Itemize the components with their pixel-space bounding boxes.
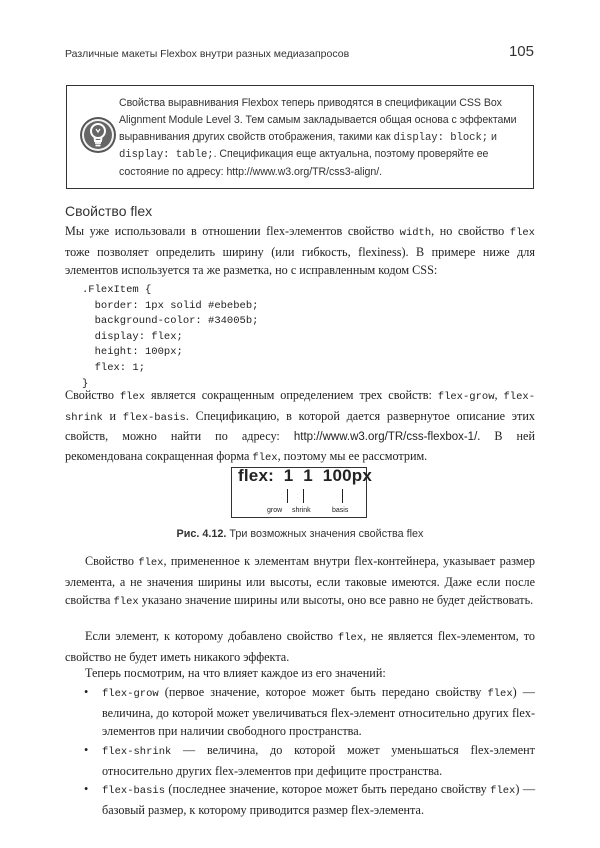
- inline-code: flex-grow: [102, 688, 159, 700]
- code-line: flex: 1;: [82, 361, 146, 374]
- note-code: display: table;: [119, 149, 214, 162]
- figure-divider: [287, 489, 288, 503]
- page-header: [65, 43, 534, 62]
- bullet-dot: •: [84, 685, 89, 699]
- note-code: display: block;: [393, 131, 489, 144]
- paragraph: Свойство flex, примененное к элементам внутри flex-контейнера, указывает размер элемента, а не значения ширины или высоты, если таковые имеются. Даже если после свойства flex указано значение ширины или высоты, оно все равно не будет действовать.: [65, 554, 535, 609]
- note-url[interactable]: http://www.w3.org/TR/css3-align/: [226, 166, 380, 179]
- running-title: Различные макеты Flexbox внутри разных медиазапросов: [65, 48, 350, 60]
- spec-url[interactable]: http://www.w3.org/TR/css-flexbox-1/: [293, 431, 478, 444]
- code-line: display: flex;: [82, 330, 183, 343]
- section-heading: Свойство flex: [65, 203, 153, 219]
- caption-label: Рис. 4.12.: [176, 528, 227, 540]
- inline-code: flex: [490, 785, 516, 797]
- inline-code: flex: [119, 391, 146, 403]
- inline-code: flex-shrink: [65, 391, 535, 424]
- figure-label-shrink: shrink: [292, 507, 311, 514]
- figure-divider: [303, 489, 304, 503]
- note-text-d: .: [379, 166, 382, 179]
- bullet-dot: •: [84, 743, 89, 757]
- bullet-dot: •: [84, 782, 89, 796]
- caption-text: Три возможных значения свойства flex: [226, 528, 424, 540]
- inline-code: flex: [337, 632, 364, 644]
- note-text-c: . Спецификация еще актуальна, поэтому проверяйте ее состояние по адресу:: [119, 148, 489, 179]
- paragraph: Если элемент, к которому добавлено свойство flex, не является flex-элементом, то свойство не будет иметь никакого эффекта.: [65, 629, 535, 664]
- note-box: [66, 85, 534, 189]
- paragraph: Мы уже использовали в отношении flex-элементов свойство width, но свойство flex тоже позволяет определить ширину (или гибкость, flexiness). В примере ниже для элементов используется та же разметка, но с исправленным кодом CSS:: [65, 224, 535, 278]
- page-number: 105: [508, 43, 534, 60]
- figure-divider: [342, 489, 343, 503]
- note-text-a: Свойства выравнивания Flexbox теперь приводятся в спецификации CSS Box Alignment Module Level 3. Тем самым закладывается общая основа с эффектами выравнивания других свойств отображения, такими как: [119, 97, 517, 143]
- figure-main-text: flex: 1 1 100px: [238, 466, 373, 485]
- figure-label-grow: grow: [267, 507, 283, 514]
- lightbulb-icon: [79, 116, 117, 154]
- paragraph: Свойство flex является сокращенным определением трех свойств: flex-grow, flex-shrink и flex-basis. Спецификацию, в которой дается развернутое описание этих свойств, можно найти по адресу: http://www.w3.org/TR/css-flexbox-1/. В ней рекомендована сокращенная форма flex, поэтому мы ее рассмотрим.: [65, 388, 535, 464]
- inline-code: flex-basis: [122, 411, 186, 424]
- code-line: .FlexItem {: [82, 284, 152, 296]
- code-block: [82, 283, 258, 392]
- inline-code: flex: [113, 596, 139, 609]
- inline-code: width: [399, 227, 432, 239]
- list-item: • flex-grow (первое значение, которое может быть передано свойству flex) — величина, до которой может увеличиваться flex-элемент относительно других flex-элементов при наличии свободного пространства.: [84, 685, 535, 739]
- code-line: }: [82, 377, 89, 390]
- inline-code: flex-grow: [437, 391, 495, 403]
- inline-code: flex-basis: [102, 785, 166, 797]
- figure-caption: [0, 528, 600, 540]
- inline-code: flex: [252, 451, 278, 464]
- note-text-b: и: [488, 130, 497, 143]
- inline-code: flex-shrink: [102, 746, 172, 758]
- list-item: • flex-basis (последнее значение, которое может быть передано свойству flex) — базовый размер, к которому приводится размер flex-элемента.: [84, 782, 536, 817]
- figure-flex-values: [231, 466, 373, 518]
- inline-code: flex: [509, 227, 535, 239]
- figure-label-basis: basis: [332, 507, 349, 514]
- code-line: border: 1px solid #ebebeb;: [82, 299, 259, 312]
- inline-code: flex: [487, 688, 513, 700]
- code-line: height: 100px;: [82, 346, 183, 359]
- code-line: background-color: #34005b;: [82, 315, 259, 328]
- paragraph: Теперь посмотрим, на что влияет каждое из его значений:: [85, 666, 386, 680]
- inline-code: flex: [138, 557, 164, 569]
- note-text: [119, 95, 524, 181]
- list-item: • flex-shrink — величина, до которой может уменьшаться flex-элемент относительно других flex-элементов при дефиците пространства.: [84, 743, 535, 778]
